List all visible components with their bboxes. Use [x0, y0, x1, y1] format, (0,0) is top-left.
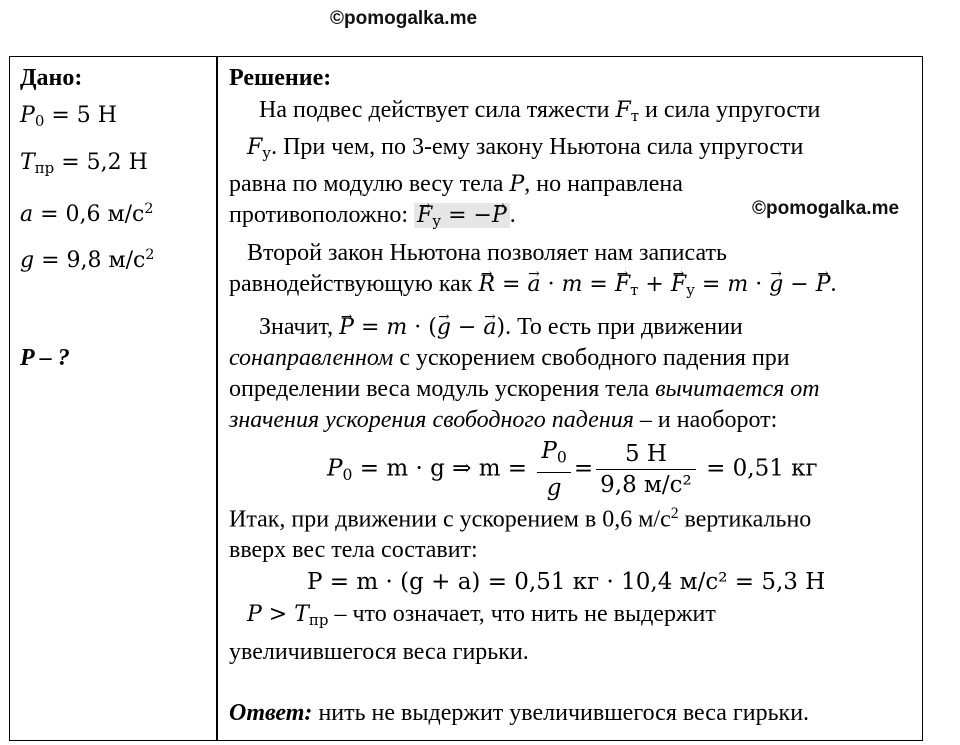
given-item: g = 9,8 $м/с^2$ — [20, 247, 155, 274]
unknown-question: P – ? — [20, 345, 70, 372]
highlighted-equation: → $F_у$ = −→ P — [414, 203, 510, 228]
given-item: $T_{пр} = 5,2$ Н — [20, 150, 148, 178]
solution-column — [229, 61, 919, 729]
watermark-middle: ©pomogalka.me — [752, 198, 900, 219]
paragraph-comparison: $P > T_{пр}$ – что означает, что нить не выдержит увеличившегося веса гирьки. — [229, 601, 716, 665]
solution-table — [9, 56, 923, 741]
answer-line: Ответ: нить не выдержит увеличившегося веса гирьки. — [229, 699, 810, 726]
solution-header: Решение: — [229, 65, 332, 91]
fraction-values: $\frac{5 Н}{\text{9,8 м/с²}}$ — [596, 439, 696, 500]
given-item: a = 0,6 $м/с^2$ — [20, 201, 154, 228]
watermark-top: ©pomogalka.me — [330, 8, 478, 29]
given-header: Дано: — [20, 65, 83, 91]
fraction-p0-over-g: $\frac{P_0}{g}$ — [537, 436, 570, 503]
paragraph-result: Итак, при движении с ускорением в 0,6 $м/с^2$ вертикально вверх вес тела составит: — [229, 504, 812, 564]
column-divider — [216, 57, 218, 740]
given-item: $P_0 = 5$ Н — [20, 103, 117, 131]
paragraph-second-law: Второй закон Ньютона позволяет нам записать равнодействующую как → R = → a · m = → $F_т$ + → $F_у = m$ · → g − → P. — [229, 238, 919, 306]
mass-formula: $P_0 = m \cdot g$ ⇒ m = $\frac{P_0}{g}$ = $\frac{5 Н}{\text{9,8 м/с²}}$ = 0,51 кг — [327, 437, 818, 502]
given-column — [20, 61, 210, 375]
paragraph-conclusion: Значит, → P = m · (→ g − → a). То есть при движении сонаправленном с ускорением свободного падения при определении веса модуль ускорения тела вычитается от значения ускорения свободного падения – и наоборот: — [229, 312, 919, 436]
paragraph-forces: На подвес действует сила тяжести $F_т$ и сила упругости $F_у$. При чем, по 3-ему закону Ньютона сила упругости равна по модулю весу тела P, но направлена противоположно: → $F_у$ = −→ P . — [229, 95, 919, 238]
weight-formula: P = m · (g + a) = 0,51 кг · 10,4 м/с² = 5,3 Н — [307, 569, 826, 596]
